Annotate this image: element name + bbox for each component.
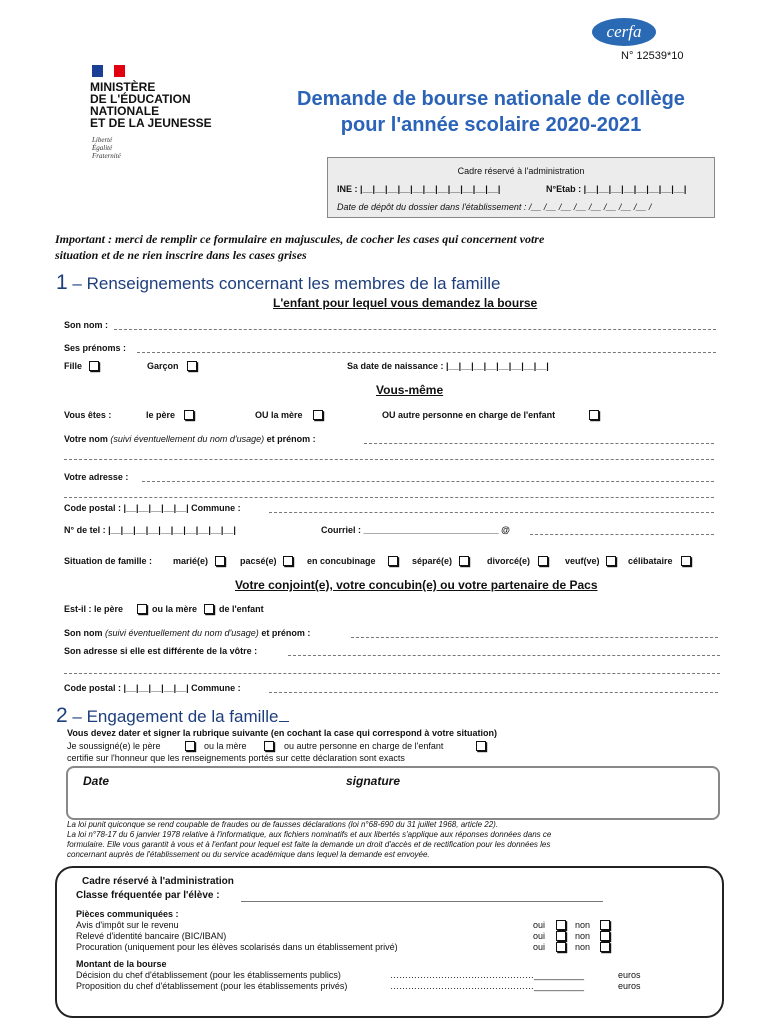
vous-etes-label: Vous êtes : [64,410,112,420]
soussigne-autre-label: ou autre personne en charge de l'enfant [284,741,444,751]
estil-mere-checkbox[interactable] [204,604,214,614]
code-postal2-field[interactable]: Code postal : |__|__|__|__|__| Commune : [64,683,241,693]
votre-adresse-label: Votre adresse : [64,472,129,482]
pieces-title: Pièces communiquées : [76,909,179,919]
situation-pacse-checkbox[interactable] [283,556,293,566]
vous-meme-heading: Vous-même [376,383,444,397]
votre-nom-label: Votre nom (suivi éventuellement du nom d'usage) et prénom : [64,434,316,444]
ministry-name: MINISTÈRE DE L'ÉDUCATION NATIONALE ET DE LA JEUNESSE [90,80,212,130]
soussigne-pere-label: Je soussigné(e) le père [67,741,161,751]
section-1-heading: 1 – Renseignements concernant les membres de la famille [56,271,501,294]
republic-motto: Liberté Égalité Fraternité [92,136,121,160]
ine-field: INE : |__|__|__|__|__|__|__|__|__|__|__| [337,184,501,194]
commune-input[interactable] [269,512,714,513]
decision-amount-input[interactable]: …………………………………………__________ [390,970,585,980]
admin-reserved-box-2 [55,866,724,1018]
legal-line2: La loi n°78-17 du 6 janvier 1978 relative à l'informatique, aux fichiers nominatifs et aux libertés s'applique aux réponses données dans ce [67,830,552,839]
situation-veuf-checkbox[interactable] [606,556,616,566]
situation-label: Situation de famille : [64,556,153,566]
son-adresse-label: Son adresse si elle est différente de la vôtre : [64,646,258,656]
child-heading: L'enfant pour lequel vous demandez la bourse [273,296,538,310]
situation-celibataire-label: célibataire [628,556,673,566]
fille-checkbox[interactable] [89,361,99,371]
garcon-checkbox[interactable] [187,361,197,371]
piece-avis-non-label: non [575,920,591,930]
votre-nom-input[interactable] [364,443,714,444]
estil-pere-checkbox[interactable] [137,604,147,614]
situation-veuf-label: veuf(ve) [565,556,600,566]
soussigne-mere-label: ou la mère [204,741,247,751]
son-adresse-input[interactable] [288,655,720,656]
date-signature-box[interactable] [66,766,720,820]
estil-pere-label: Est-il : le père [64,604,124,614]
ou-autre-label: OU autre personne en charge de l'enfant [382,410,556,420]
section-2-heading: 2 – Engagement de la famille [56,704,289,728]
signature-label: signature [346,774,401,788]
piece-proc-oui-checkbox[interactable] [556,942,566,952]
situation-separe-label: séparé(e) [412,556,453,566]
cerfa-number: N° 12539*10 [621,50,684,62]
soussigne-autre-checkbox[interactable] [476,741,486,751]
piece-rib-oui-checkbox[interactable] [556,931,566,941]
le-pere-checkbox[interactable] [184,410,194,420]
situation-marie-label: marié(e) [173,556,209,566]
decision-euros-label: euros [618,970,641,980]
important-note-line2: situation et de ne rien inscrire dans les cases grises [55,248,307,262]
proposition-label: Proposition du chef d'établissement (pour les établissements privés) [76,981,348,991]
situation-pacse-label: pacsé(e) [240,556,277,566]
important-note-line1: Important : merci de remplir ce formulaire en majuscules, de cocher les cases qui concernent votre [55,232,545,246]
code-postal-field[interactable]: Code postal : |__|__|__|__|__| Commune : [64,503,241,513]
estil-mere-label: ou la mère [152,604,198,614]
piece-rib-label: Relevé d'identité bancaire (BIC/IBAN) [76,931,227,941]
situation-divorce-label: divorcé(e) [487,556,531,566]
piece-rib-non-label: non [575,931,591,941]
situation-concubinage-checkbox[interactable] [388,556,398,566]
classe-input[interactable] [241,901,603,902]
son-nom-label: Son nom : [64,320,108,330]
son-nom2-label: Son nom (suivi éventuellement du nom d'usage) et prénom : [64,628,311,638]
conjoint-heading: Votre conjoint(e), votre concubin(e) ou votre partenaire de Pacs [235,578,598,592]
ou-autre-checkbox[interactable] [589,410,599,420]
decision-label: Décision du chef d'établissement (pour les établissements publics) [76,970,341,980]
engagement-instruction: Vous devez dater et signer la rubrique suivante (en cochant la case qui correspond à votre situation) [67,728,497,738]
estil-enfant-label: de l'enfant [219,604,264,614]
garcon-label: Garçon [147,361,179,371]
piece-avis-oui-checkbox[interactable] [556,920,566,930]
courriel-domain-input[interactable] [530,534,714,535]
proposition-amount-input[interactable]: …………………………………………__________ [390,981,585,991]
admin-reserved-box: Cadre réservé à l'administration INE : |__|__|__|__|__|__|__|__|__|__|__| N°Etab : |__|__|__|__|__|__|__|__| Date de dépôt du dossier dans l'établissement : /__ /__ /__ /__ /__ /__ /__ /__ / [327,157,715,218]
votre-adresse-input-line2[interactable] [64,497,714,498]
son-nom2-input[interactable] [351,637,718,638]
etab-field: N°Etab : |__|__|__|__|__|__|__|__| [546,184,687,194]
piece-avis-oui-label: oui [533,920,546,930]
document-title: Demande de bourse nationale de collège pour l'année scolaire 2020-2021 [297,88,685,136]
certifie-text: certifie sur l'honneur que les renseignements portés sur cette déclaration sont exacts [67,753,405,763]
date-depot-field: Date de dépôt du dossier dans l'établissement : /__ /__ /__ /__ /__ /__ /__ /__ / [337,202,652,212]
soussigne-mere-checkbox[interactable] [264,741,274,751]
admin2-title: Cadre réservé à l'administration [82,876,234,887]
proposition-euros-label: euros [618,981,641,991]
piece-procuration-label: Procuration (uniquement pour les élèves scolarisés dans un établissement privé) [76,942,398,952]
montant-title: Montant de la bourse [76,959,167,969]
legal-line1: La loi punit quiconque se rend coupable de fraudes ou de fausses déclarations (loi n°68-690 du 31 juillet 1968, article 22). [67,820,499,829]
ou-la-mere-label: OU la mère [255,410,303,420]
situation-celibataire-checkbox[interactable] [681,556,691,566]
situation-marie-checkbox[interactable] [215,556,225,566]
ses-prenoms-input[interactable] [137,352,716,353]
piece-proc-non-label: non [575,942,591,952]
soussigne-pere-checkbox[interactable] [185,741,195,751]
situation-divorce-checkbox[interactable] [538,556,548,566]
tel-field[interactable]: N° de tel : |__|__|__|__|__|__|__|__|__|__| [64,525,236,535]
piece-rib-oui-label: oui [533,931,546,941]
date-label: Date [83,774,110,788]
piece-proc-non-checkbox[interactable] [600,942,610,952]
commune2-input[interactable] [269,692,718,693]
situation-concubinage-label: en concubinage [307,556,376,566]
classe-label: Classe fréquentée par l'élève : [76,890,220,901]
situation-separe-checkbox[interactable] [459,556,469,566]
ses-prenoms-label: Ses prénoms : [64,343,127,353]
son-adresse-input-line2[interactable] [64,673,720,674]
votre-adresse-input[interactable] [142,481,714,482]
votre-nom-input-line2[interactable] [64,459,714,460]
son-nom-input[interactable] [114,329,716,330]
cerfa-logo: cerfa [592,18,656,46]
piece-avis-non-checkbox[interactable] [600,920,610,930]
piece-rib-non-checkbox[interactable] [600,931,610,941]
legal-line3: formulaire. Elle vous garantit à vous et à l'enfant pour lequel est faite la demande un droit d'accès et de rectification pour les données les [67,840,551,849]
piece-proc-oui-label: oui [533,942,546,952]
courriel-field[interactable]: Courriel : ___________________________ @ [321,525,510,535]
fille-label: Fille [64,361,83,371]
le-pere-label: le père [146,410,176,420]
ou-la-mere-checkbox[interactable] [313,410,323,420]
piece-avis-impot-label: Avis d'impôt sur le revenu [76,920,179,930]
birth-date-field[interactable]: Sa date de naissance : |__|__|__|__|__|__|__|__| [347,361,549,371]
legal-line4: concernant auprès de l'établissement ou du service académique dans lequel la demande est envoyée. [67,850,430,859]
